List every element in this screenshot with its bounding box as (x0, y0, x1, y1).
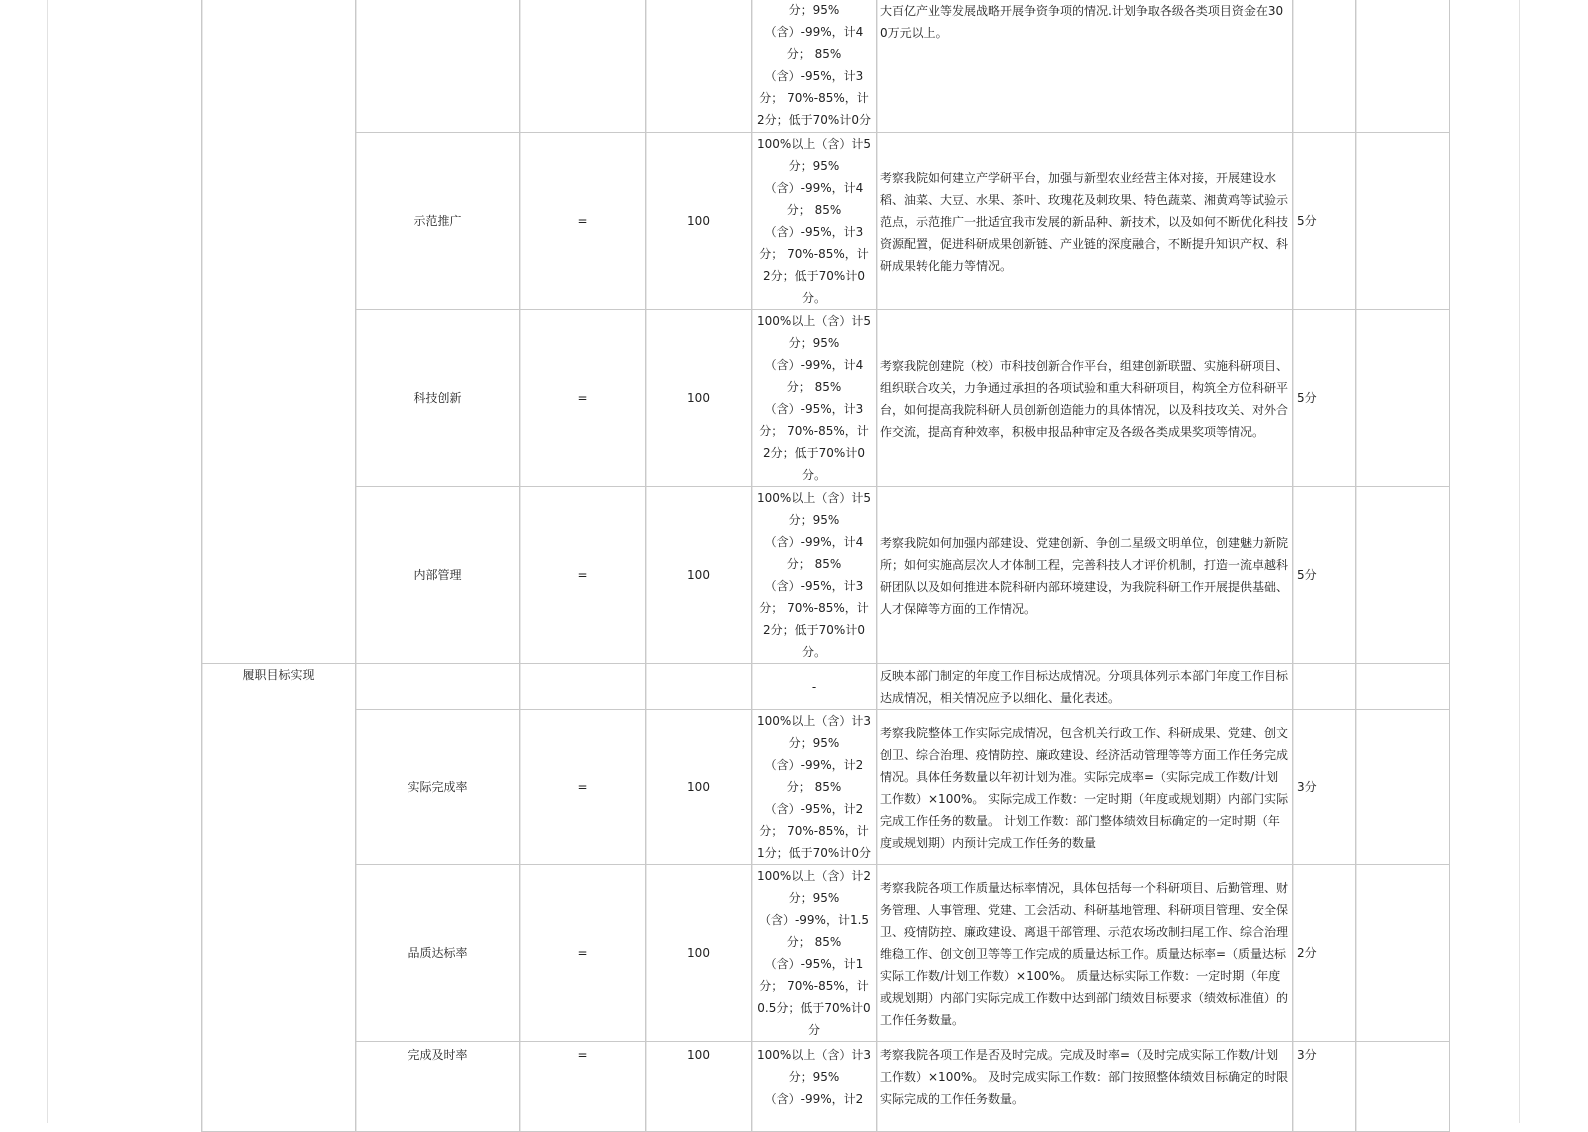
criteria-line: （含）-99%，计2 (764, 758, 864, 772)
target-cell (646, 664, 752, 710)
criteria-line: （含）-99%，计4 (764, 358, 864, 372)
score-cell: 5分 (1293, 487, 1356, 664)
scoring-criteria-cell (752, 487, 877, 664)
operator-cell (520, 0, 646, 133)
category-cell (202, 0, 356, 664)
criteria-line: （含）-99%，计4 (764, 25, 864, 39)
criteria-line: 100%以上（含）计5 (757, 137, 871, 151)
table-row (202, 0, 1450, 133)
scoring-criteria-cell (752, 710, 877, 865)
score-cell: 5分 (1293, 133, 1356, 310)
criteria-line: 分； 70%-85%，计 (759, 424, 869, 438)
criteria-line: 100%以上（含）计5 (757, 314, 871, 328)
description-cell: 考察我院整体工作实际完成情况，包含机关行政工作、科研成果、党建、创文创卫、综合治理、疫情防控、廉政建设、经济活动管理等等方面工作任务完成情况。具体任务数量以年初计划为准。实际完成率=（实际完成工作数/计划工作数）×100%。 实际完成工作数：一定时期（年度或规划期）内部门实际完成工作任务的数量。 计划工作数：部门整体绩效目标确定的一定时期（年度或规划期）内预计完成工作任务的数量 (877, 710, 1293, 865)
criteria-line: 分； 85% (786, 380, 842, 394)
criteria-line: （含）-95%，计1 (764, 957, 864, 971)
target-cell: 100 (646, 487, 752, 664)
indicator-cell: 品质达标率 (356, 865, 520, 1042)
description-cell: 考察我院如何建立产学研平台，加强与新型农业经营主体对接，开展建设水稻、油菜、大豆、水果、茶叶、玫瑰花及刺玫果、特色蔬菜、湘黄鸡等试验示范点，示范推广一批适宜我市发展的新品种、新技术，以及如何不断优化科技资源配置，促进科研成果创新链、产业链的深度融合，不断提升知识产权、科研成果转化能力等情况。 (877, 133, 1293, 310)
criteria-line: 分。 (801, 291, 826, 305)
criteria-line: 2分；低于70%计0 (763, 269, 865, 283)
score-cell (1293, 664, 1356, 710)
criteria-line: 分；95% (788, 891, 840, 905)
score-cell: 3分 (1293, 710, 1356, 865)
criteria-line: 100%以上（含）计5 (757, 491, 871, 505)
table-row (202, 710, 1450, 865)
table-row (202, 487, 1450, 664)
description-cell: 考察我院创建院（校）市科技创新合作平台，组建创新联盟、实施科研项目、组织联合攻关，力争通过承担的各项试验和重大科研项目，构筑全方位科研平台，如何提高我院科研人员创新创造能力的具体情况，以及科技攻关、对外合作交流，提高育种效率，积极申报品种审定及各级各类成果奖项等情况。 (877, 310, 1293, 487)
description-cell: 反映本部门制定的年度工作目标达成情况。分项具体列示本部门年度工作目标达成情况，相关情况应予以细化、量化表述。 (877, 664, 1293, 710)
indicator-cell (356, 664, 520, 710)
criteria-line: （含）-99%，计2 (764, 1092, 864, 1106)
criteria-line: 分； 85% (786, 47, 842, 61)
indicator-cell: 内部管理 (356, 487, 520, 664)
criteria-line: （含）-95%，计3 (764, 402, 864, 416)
scoring-criteria-cell (752, 133, 877, 310)
criteria-line: （含）-95%，计3 (764, 69, 864, 83)
target-cell (646, 0, 752, 133)
criteria-line: 分。 (801, 468, 826, 482)
indicator-cell: 完成及时率 (356, 1042, 520, 1132)
criteria-line: 分； 70%-85%，计 (759, 979, 869, 993)
operator-cell: = (520, 865, 646, 1042)
criteria-line: 分。 (801, 645, 826, 659)
criteria-line: 分；95% (788, 736, 840, 750)
table-row (202, 664, 1450, 710)
indicator-cell: 示范推广 (356, 133, 520, 310)
remark-cell (1356, 1042, 1450, 1132)
performance-indicator-table (201, 0, 1450, 1132)
criteria-line: （含）-95%，计2 (764, 802, 864, 816)
criteria-line: 分；95% (788, 3, 840, 17)
remark-cell (1356, 710, 1450, 865)
criteria-line: 分； 70%-85%，计 (759, 91, 869, 105)
remark-cell (1356, 310, 1450, 487)
criteria-line: 分； 85% (786, 780, 842, 794)
operator-cell: = (520, 710, 646, 865)
scoring-criteria-cell (752, 664, 877, 710)
target-cell: 100 (646, 865, 752, 1042)
criteria-line: 分； 70%-85%，计 (759, 601, 869, 615)
table-row (202, 865, 1450, 1042)
criteria-line: （含）-99%，计4 (764, 535, 864, 549)
target-cell: 100 (646, 710, 752, 865)
criteria-line: 1分；低于70%计0分 (757, 846, 871, 860)
criteria-line: 2分；低于70%计0 (763, 623, 865, 637)
remark-cell (1356, 0, 1450, 133)
operator-cell: = (520, 310, 646, 487)
criteria-line: 100%以上（含）计3 (757, 1048, 871, 1062)
description-cell: 大百亿产业等发展战略开展争资争项的情况.计划争取各级各类项目资金在300万元以上。 (877, 0, 1293, 133)
description-cell: 考察我院各项工作是否及时完成。完成及时率=（及时完成实际工作数/计划工作数）×100%。 及时完成实际工作数：部门按照整体绩效目标确定的时限实际完成的工作任务数量。 (877, 1042, 1293, 1132)
criteria-line: （含）-95%，计3 (764, 225, 864, 239)
scoring-criteria-cell (752, 865, 877, 1042)
criteria-line: 分；95% (788, 336, 840, 350)
table-row (202, 310, 1450, 487)
score-cell: 3分 (1293, 1042, 1356, 1132)
score-cell: 5分 (1293, 310, 1356, 487)
criteria-line: 分；95% (788, 513, 840, 527)
criteria-line: 分； 85% (786, 935, 842, 949)
indicator-cell: 实际完成率 (356, 710, 520, 865)
scoring-criteria-cell (752, 310, 877, 487)
score-cell: 2分 (1293, 865, 1356, 1042)
criteria-line: 分； 70%-85%，计 (759, 824, 869, 838)
criteria-line: 分；95% (788, 159, 840, 173)
indicator-cell (356, 0, 520, 133)
operator-cell: = (520, 1042, 646, 1132)
criteria-line: - (811, 679, 817, 694)
target-cell: 100 (646, 133, 752, 310)
operator-cell (520, 664, 646, 710)
criteria-line: （含）-99%，计1.5 (758, 913, 870, 927)
criteria-line: 2分；低于70%计0分 (757, 113, 871, 127)
operator-cell: = (520, 133, 646, 310)
indicator-cell: 科技创新 (356, 310, 520, 487)
criteria-line: （含）-95%，计3 (764, 579, 864, 593)
criteria-line: （含）-99%，计4 (764, 181, 864, 195)
category-cell: 履职目标实现 (202, 664, 356, 1132)
operator-cell: = (520, 487, 646, 664)
target-cell: 100 (646, 1042, 752, 1132)
remark-cell (1356, 487, 1450, 664)
remark-cell (1356, 664, 1450, 710)
criteria-line: 分； 85% (786, 203, 842, 217)
criteria-line: 分； 85% (786, 557, 842, 571)
remark-cell (1356, 865, 1450, 1042)
scoring-criteria-cell (752, 1042, 877, 1132)
criteria-line: 分 (807, 1023, 820, 1037)
target-cell: 100 (646, 310, 752, 487)
criteria-line: 100%以上（含）计2 (757, 869, 871, 883)
criteria-line: 分；95% (788, 1070, 840, 1084)
scoring-criteria-cell (752, 0, 877, 133)
description-cell: 考察我院如何加强内部建设、党建创新、争创二星级文明单位，创建魅力新院所；如何实施高层次人才体制工程，完善科技人才评价机制，打造一流卓越科研团队以及如何推进本院科研内部环境建设，为我院科研工作开展提供基础、人才保障等方面的工作情况。 (877, 487, 1293, 664)
criteria-line: 0.5分；低于70%计0 (757, 1001, 871, 1015)
table-row (202, 133, 1450, 310)
criteria-line: 100%以上（含）计3 (757, 714, 871, 728)
table-row (202, 1042, 1450, 1132)
remark-cell (1356, 133, 1450, 310)
description-cell: 考察我院各项工作质量达标率情况，具体包括每一个科研项目、后勤管理、财务管理、人事管理、党建、工会活动、科研基地管理、科研项目管理、安全保卫、疫情防控、廉政建设、离退干部管理、示范农场改制扫尾工作、综合治理维稳工作、创文创卫等等工作完成的质量达标工作。质量达标率=（质量达标实际工作数/计划工作数）×100%。 质量达标实际工作数：一定时期（年度或规划期）内部门实际完成工作数中达到部门绩效目标要求（绩效标准值）的工作任务数量。 (877, 865, 1293, 1042)
score-cell (1293, 0, 1356, 133)
criteria-line: 2分；低于70%计0 (763, 446, 865, 460)
criteria-line: 分； 70%-85%，计 (759, 247, 869, 261)
